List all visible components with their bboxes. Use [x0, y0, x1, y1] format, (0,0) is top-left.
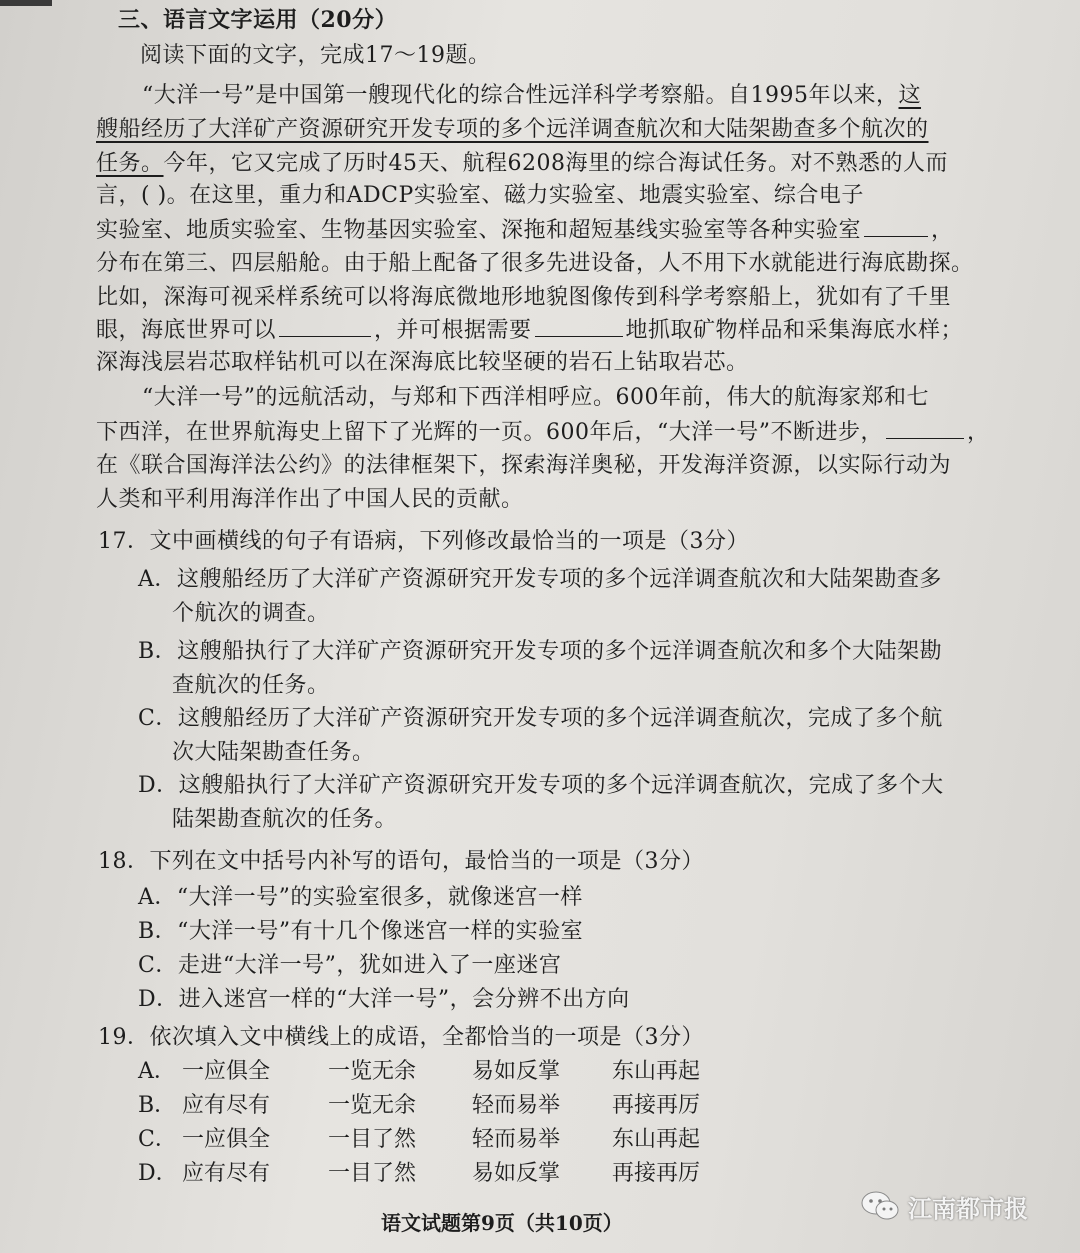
q19-option-word: 轻而易举: [472, 1093, 561, 1118]
q17-option-b: B．这艘船执行了大洋矿产资源研究开发专项的多个远洋调查航次和多个大陆架勘: [138, 639, 943, 664]
passage-text: 地抓取矿物样品和采集海底水样；: [625, 318, 964, 343]
passage-line-2-underlined: 艘船经历了大洋矿产资源研究开发专项的多个远洋调查航次和大陆架勘查多个航次的: [96, 117, 929, 142]
passage-line-3: [96, 148, 948, 180]
passage-text: “大洋一号”是中国第一艘现代化的综合性远洋科学考察船。自1995年以来，: [142, 83, 899, 108]
passage-line-4: 言，( )。在这里，重力和ADCP实验室、磁力实验室、地震实验室、综合电子: [96, 183, 864, 208]
question-19-stem: 19．依次填入文中横线上的成语，全都恰当的一项是（3分）: [98, 1025, 704, 1050]
q19-option-letter: D．: [138, 1161, 178, 1186]
q19-option-letter: B．: [138, 1093, 177, 1118]
fill-blank-1: [864, 214, 928, 237]
q19-option-word: 一应俱全: [182, 1127, 271, 1152]
fill-blank-3: [535, 314, 623, 337]
q19-option-word: 一应俱全: [182, 1059, 271, 1084]
passage-text: 下西洋，在世界航海史上留下了光辉的一页。600年后，“大洋一号”不断进步，: [96, 420, 883, 445]
passage-text: ，: [967, 420, 990, 445]
q19-option-word: 再接再厉: [612, 1093, 701, 1118]
page-footer: 语文试题第9页（共10页）: [381, 1211, 623, 1235]
passage-line-7: 比如，深海可视采样系统可以将海底微地形地貌图像传到科学考察船上，犹如有了千里: [96, 285, 952, 310]
question-17-stem: 17．文中画横线的句子有语病，下列修改最恰当的一项是（3分）: [98, 529, 749, 554]
q17-option-c: C．这艘船经历了大洋矿产资源研究开发专项的多个远洋调查航次，完成了多个航: [138, 706, 943, 731]
q19-option-word: 一览无余: [328, 1093, 417, 1118]
passage-line-8: [96, 314, 963, 347]
q19-option-word: 东山再起: [612, 1127, 701, 1152]
q18-option-b: B．“大洋一号”有十几个像迷宫一样的实验室: [138, 919, 584, 944]
passage-text: 今年，它又完成了历时45天、航程6208海里的综合海试任务。对不熟悉的人而: [163, 151, 949, 176]
q17-option-d: D．这艘船执行了大洋矿产资源研究开发专项的多个远洋调查航次，完成了多个大: [138, 773, 944, 798]
passage-line-6: 分布在第三、四层船舱。由于船上配备了很多先进设备，人不用下水就能进行海底勘探。: [96, 251, 974, 276]
q19-option-word: 再接再厉: [612, 1161, 701, 1186]
passage-line-12: 在《联合国海洋法公约》的法律框架下，探索海洋奥秘，开发海洋资源，以实际行动为: [96, 453, 952, 478]
fill-blank-2: [279, 314, 371, 337]
underlined-sentence: 这: [898, 83, 922, 108]
fill-blank-4: [886, 416, 964, 439]
passage-text: 实验室、地质实验室、生物基因实验室、深拖和超短基线实验室等各种实验室: [96, 218, 862, 243]
passage-line-9: 深海浅层岩芯取样钻机可以在深海底比较坚硬的岩石上钻取岩芯。: [96, 350, 749, 375]
q19-option-word: 轻而易举: [472, 1127, 561, 1152]
passage-line-5: [96, 214, 954, 247]
passage-line-1: [142, 80, 921, 112]
watermark: [860, 1186, 1028, 1226]
q19-option-word: 一目了然: [328, 1161, 417, 1186]
q19-option-letter: A．: [138, 1059, 176, 1084]
passage-line-10: “大洋一号”的远航活动，与郑和下西洋相呼应。600年前，伟大的航海家郑和七: [142, 385, 929, 410]
q17-option-c-cont: 次大陆架勘查任务。: [172, 740, 375, 765]
passage-line-11: [96, 416, 990, 449]
passage-line-13: 人类和平利用海洋作出了中国人民的贡献。: [96, 487, 524, 512]
q19-option-word: 易如反掌: [472, 1161, 561, 1186]
watermark-text: 江南都市报: [908, 1194, 1028, 1223]
q19-option-word: 应有尽有: [182, 1161, 271, 1186]
q19-option-word: 易如反掌: [472, 1059, 561, 1084]
q17-option-d-cont: 陆架勘查航次的任务。: [172, 807, 398, 832]
top-edge-mark: [0, 0, 52, 6]
q17-option-b-cont: 查航次的任务。: [172, 673, 330, 698]
q18-option-a: A．“大洋一号”的实验室很多，就像迷宫一样: [138, 885, 583, 910]
underlined-sentence-end: 任务。: [96, 151, 164, 176]
q19-option-word: 东山再起: [612, 1059, 701, 1084]
q17-option-a: A．这艘船经历了大洋矿产资源研究开发专项的多个远洋调查航次和大陆架勘查多: [138, 567, 942, 592]
passage-text: 眼，海底世界可以: [96, 318, 277, 343]
q19-option-word: 应有尽有: [182, 1093, 271, 1118]
q19-option-word: 一览无余: [328, 1059, 417, 1084]
passage-text: ，: [931, 218, 954, 243]
q18-option-d: D．进入迷宫一样的“大洋一号”，会分辨不出方向: [138, 987, 630, 1012]
q19-option-word: 一目了然: [328, 1127, 417, 1152]
q19-option-letter: C．: [138, 1127, 177, 1152]
section-heading: 三、语言文字运用（20分）: [118, 7, 398, 33]
q17-option-a-cont: 个航次的调查。: [172, 601, 330, 626]
wechat-icon: [860, 1189, 900, 1223]
q18-option-c: C．走进“大洋一号”，犹如进入了一座迷宫: [138, 953, 562, 978]
reading-intro: 阅读下面的文字，完成17～19题。: [140, 43, 491, 68]
question-18-stem: 18．下列在文中括号内补写的语句，最恰当的一项是（3分）: [98, 849, 704, 874]
passage-text: ，并可根据需要: [374, 318, 532, 343]
